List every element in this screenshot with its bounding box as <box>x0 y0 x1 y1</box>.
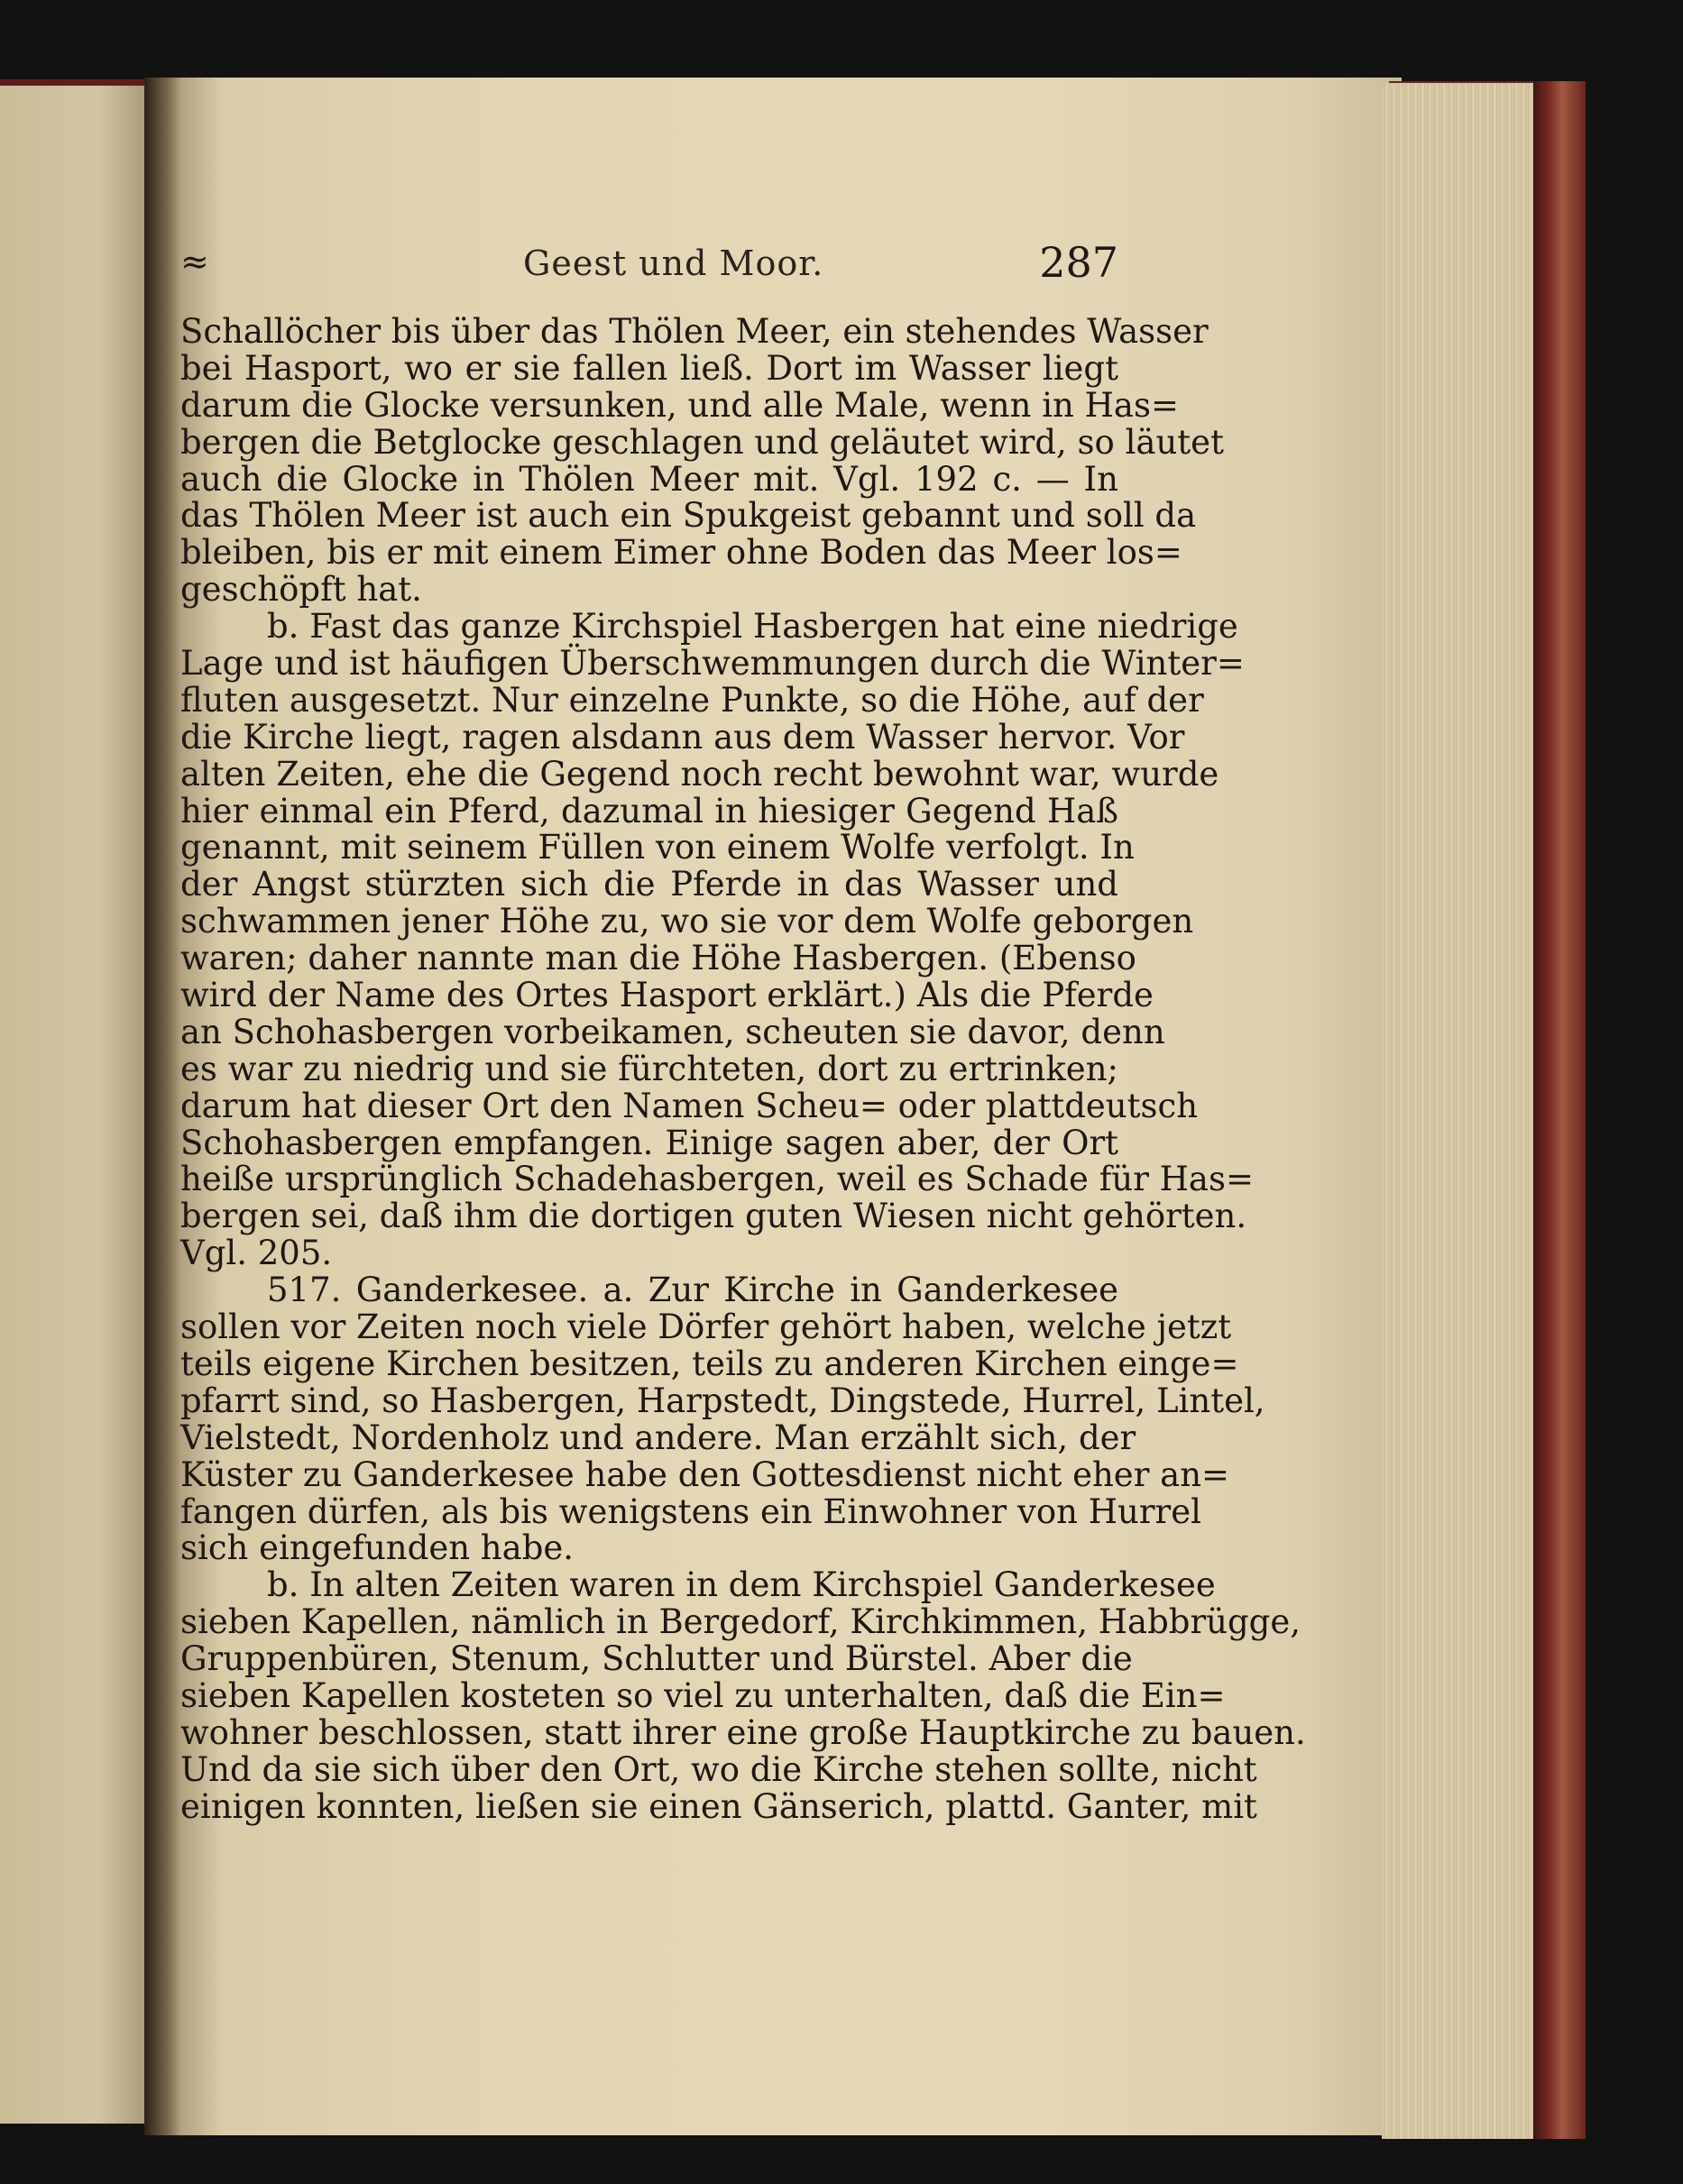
header-ornament: ≈ <box>180 242 209 281</box>
body-text <box>180 312 1306 1826</box>
text-line: darum die Glocke versunken, und alle Male, wenn in Has= <box>180 385 1179 425</box>
text-line: pfarrt sind, so Hasbergen, Harpstedt, Dingstede, Hurrel, Lintel, <box>180 1381 1265 1420</box>
text-line: der Angst stürzten sich die Pferde in das Wasser und <box>180 865 1118 904</box>
text-line: hier einmal ein Pferd, dazumal in hiesiger Gegend Haß <box>180 791 1118 830</box>
text-line: bergen die Betglocke geschlagen und geläutet wird, so läutet <box>180 422 1224 462</box>
text-line: heiße ursprünglich Schadehasbergen, weil es Schade für Has= <box>180 1160 1254 1199</box>
text-line: b. Fast das ganze Kirchspiel Hasbergen hat eine niedrige <box>267 607 1238 647</box>
text-line: bergen sei, daß ihm die dortigen guten Wiesen nicht gehörten. <box>180 1197 1247 1236</box>
text-line: Schallöcher bis über das Thölen Meer, ein stehendes Wasser <box>180 312 1209 351</box>
text-line: teils eigene Kirchen besitzen, teils zu anderen Kirchen einge= <box>180 1344 1239 1383</box>
text-line: schwammen jener Höhe zu, wo sie vor dem Wolfe geborgen <box>180 902 1194 941</box>
text-line: sieben Kapellen kosteten so viel zu unterhalten, daß die Ein= <box>180 1675 1226 1715</box>
text-line: auch die Glocke in Thölen Meer mit. Vgl. 192 c. — In <box>180 459 1118 499</box>
book-gutter <box>144 78 180 2135</box>
text-line: darum hat dieser Ort den Namen Scheu= oder plattdeutsch <box>180 1086 1199 1125</box>
page-header <box>180 236 1118 299</box>
text-line: Gruppenbüren, Stenum, Schlutter und Bürstel. Aber die <box>180 1639 1133 1679</box>
text-line: die Kirche liegt, ragen alsdann aus dem Wasser hervor. Vor <box>180 717 1185 757</box>
text-line: an Schohasbergen vorbeikamen, scheuten sie davor, denn <box>180 1012 1165 1051</box>
cover-right-edge <box>1533 81 1586 2139</box>
page-edges <box>1382 83 1537 2139</box>
text-line: bei Hasport, wo er sie fallen ließ. Dort im Wasser liegt <box>180 348 1118 388</box>
text-line: Vielstedt, Nordenholz und andere. Man erzählt sich, der <box>180 1418 1136 1457</box>
text-line: wird der Name des Ortes Hasport erklärt.) Als die Pferde <box>180 976 1154 1015</box>
text-line: es war zu niedrig und sie fürchteten, dort zu ertrinken; <box>180 1049 1118 1088</box>
left-page <box>0 86 162 2124</box>
text-line: einigen konnten, ließen sie einen Gänserich, plattd. Ganter, mit <box>180 1786 1257 1826</box>
text-line: alten Zeiten, ehe die Gegend noch recht bewohnt war, wurde <box>180 754 1219 794</box>
section-heading-line: 517. Ganderkesee. a. Zur Kirche in Ganderkesee <box>267 1271 1118 1310</box>
text-line: genannt, mit seinem Füllen von einem Wolfe verfolgt. In <box>180 828 1135 867</box>
text-line: geschöpft hat. <box>180 570 422 610</box>
text-line: wohner beschlossen, statt ihrer eine große Hauptkirche zu bauen. <box>180 1712 1306 1752</box>
page-number: 287 <box>1039 238 1118 287</box>
text-line: fangen dürfen, als bis wenigstens ein Einwohner von Hurrel <box>180 1491 1201 1531</box>
text-line: sieben Kapellen, nämlich in Bergedorf, Kirchkimmen, Habbrügge, <box>180 1602 1301 1642</box>
text-line: waren; daher nannte man die Höhe Hasbergen. (Ebenso <box>180 939 1136 978</box>
running-title: Geest und Moor. <box>523 243 824 283</box>
text-line: b. In alten Zeiten waren in dem Kirchspiel Ganderkesee <box>267 1565 1216 1605</box>
text-line: sollen vor Zeiten noch viele Dörfer gehört haben, welche jetzt <box>180 1308 1232 1347</box>
text-line: Und da sie sich über den Ort, wo die Kirche stehen sollte, nicht <box>180 1749 1257 1789</box>
text-line: das Thölen Meer ist auch ein Spukgeist gebannt und soll da <box>180 496 1197 536</box>
text-line: fluten ausgesetzt. Nur einzelne Punkte, so die Höhe, auf der <box>180 680 1204 720</box>
text-line: Vgl. 205. <box>180 1234 333 1273</box>
text-line: bleiben, bis er mit einem Eimer ohne Boden das Meer los= <box>180 533 1182 573</box>
text-line: Lage und ist häufigen Überschwemmungen durch die Winter= <box>180 644 1245 684</box>
text-line: Schohasbergen empfangen. Einige sagen aber, der Ort <box>180 1123 1118 1162</box>
text-line: sich eingefunden habe. <box>180 1528 575 1568</box>
text-line: Küster zu Ganderkesee habe den Gottesdienst nicht eher an= <box>180 1454 1230 1494</box>
